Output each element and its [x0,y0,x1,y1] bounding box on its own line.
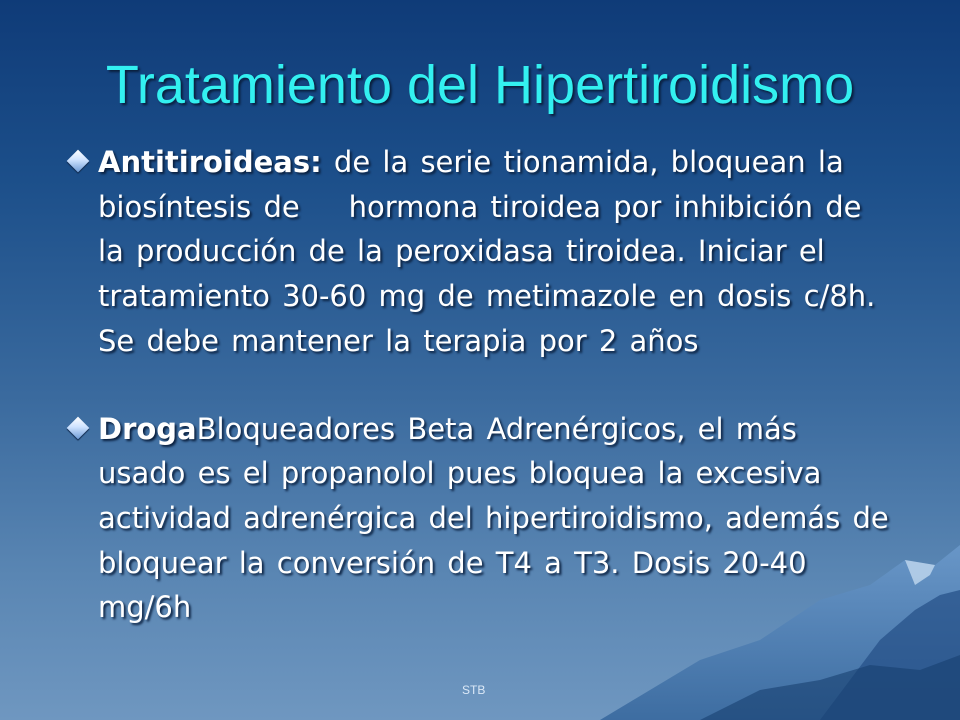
bullet-text [98,140,896,364]
diamond-bullet-icon [67,150,90,173]
bullet-item-antitiroideas [66,140,896,364]
slide-title: Tratamiento del Hipertiroidismo [105,55,855,115]
bullet-body: de la serie tionamida, bloquean la biosíntesis de hormona tiroidea por inhibición de la producción de la peroxidasa tiroidea. Iniciar el tratamiento 30-60 mg de metimazole en dosis c/8h. Se debe mantener la terapia por 2 años [98,145,888,358]
bullet-text [98,407,896,631]
diamond-bullet-icon [67,416,90,439]
footer-label: STB [462,683,486,697]
bullet-term: Droga [98,411,197,446]
bullet-body: Bloqueadores Beta Adrenérgicos, el más usado es el propanolol pues bloquea la excesiva actividad adrenérgica del hipertiroidismo, además de bloquear la conversión de T4 a T3. Dosis 20-40 mg/6h [98,411,889,625]
bullet-list [66,140,896,673]
bullet-item-droga [66,407,896,631]
bullet-term: Antitiroideas: [98,145,322,179]
